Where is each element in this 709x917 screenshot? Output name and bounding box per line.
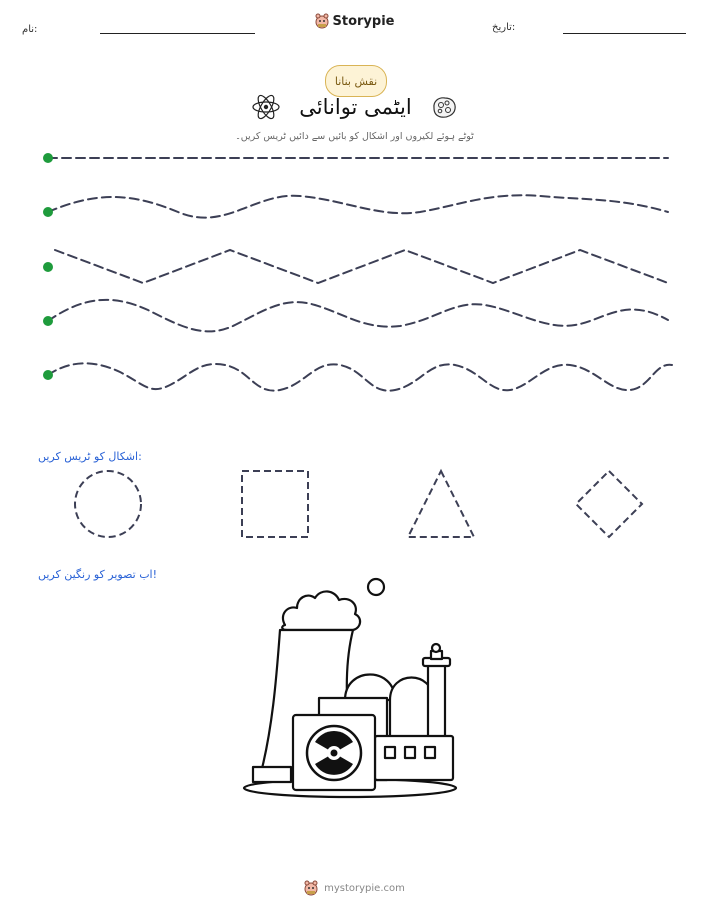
- window: [405, 747, 415, 758]
- chimney-knob: [432, 644, 440, 652]
- instructions: ٹوٹے ہوئے لکیروں اور اشکال کو بائیں سے دائیں ٹریس کریں۔: [235, 131, 474, 142]
- smoke-cloud: [282, 591, 360, 630]
- start-dot: [43, 370, 53, 380]
- tracing-line-wave-2: [48, 300, 668, 332]
- trace-triangle-shape: [408, 471, 474, 537]
- start-dot: [43, 262, 53, 272]
- date-label: تاریخ:: [492, 22, 516, 33]
- trace-circle-shape: [75, 471, 141, 537]
- tracing-lines: [0, 0, 709, 420]
- page-title: ایٹمی توانائی: [299, 95, 412, 119]
- tracing-line-wave-tall: [48, 363, 672, 390]
- coloring-section-label: اب تصویر کو رنگین کریں!: [38, 568, 158, 581]
- nuclear-plant-illustration: [235, 570, 475, 805]
- tracing-line-zigzag: [55, 250, 668, 283]
- start-dot: [43, 316, 53, 326]
- trace-square-shape: [242, 471, 308, 537]
- start-dot: [43, 207, 53, 217]
- smoke-puff-small: [368, 579, 384, 595]
- shapes-section-label: اشکال کو ٹریس کریں:: [38, 450, 142, 463]
- trace-diamond-shape: [576, 471, 642, 537]
- category-badge: نقش بنانا: [325, 65, 387, 97]
- storypie-footer-logo-icon: [304, 880, 318, 896]
- reactor-dome-left: [345, 675, 395, 701]
- tower-step: [253, 767, 291, 782]
- footer-site[interactable]: mystorypie.com: [324, 882, 405, 894]
- tracing-shapes: [0, 460, 709, 550]
- window: [425, 747, 435, 758]
- start-dot: [43, 153, 53, 163]
- tracing-line-wave: [48, 195, 668, 217]
- brand-name: Storypie: [332, 13, 395, 29]
- name-label: نام:: [22, 24, 38, 35]
- footer: [0, 880, 709, 900]
- window: [385, 747, 395, 758]
